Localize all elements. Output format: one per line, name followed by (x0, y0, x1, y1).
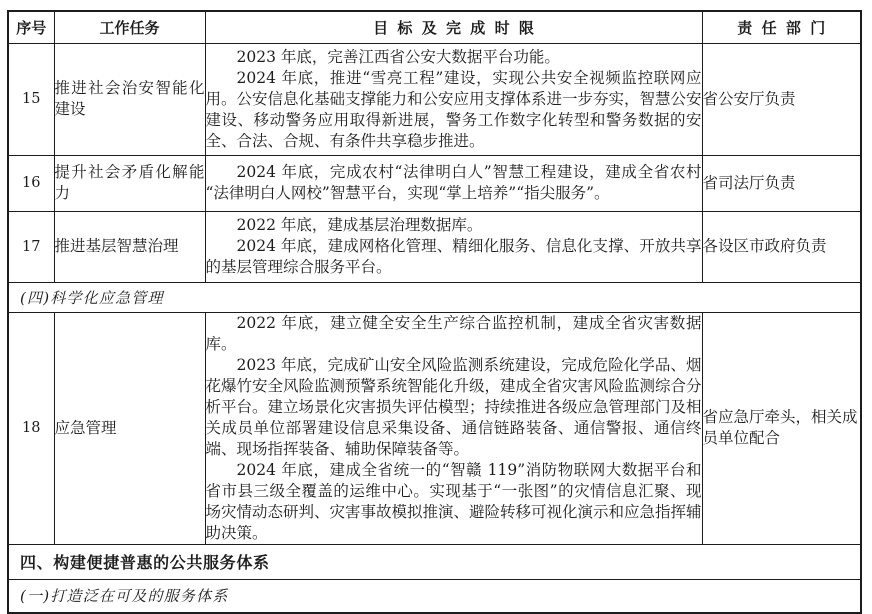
header-goals-label: 目标及完成时限 (373, 18, 544, 37)
task-row-15 (8, 43, 861, 155)
row-15-goals (205, 43, 702, 155)
row-18-goals (205, 312, 702, 544)
goal-paragraph: 2024 年底，完成农村“法律明白人”智慧工程建设，建成全省农村“法律明白人网校”智慧平台，实现“掌上培养”“指尖服务”。 (205, 163, 702, 202)
header-no (8, 11, 54, 43)
row-16-goals (205, 155, 702, 211)
goal-paragraph: 2022 年底，建立健全安全生产综合监控机制，建成全省灾害数据库。 (205, 313, 702, 353)
row-15-dept: 省公安厅负责 (702, 43, 861, 155)
section-label: 四、构建便捷普惠的公共服务体系 (8, 544, 861, 579)
section-label: (四)科学化应急管理 (8, 282, 861, 312)
goal-paragraph: 2024 年底，建成全省统一的“智赣 119”消防物联网大数据平台和省市县三级全覆盖的运维中心。实现基于“一张图”的灾情信息汇聚、现场灾情动态研判、灾害事故模拟推演、避险转移可视化演示和应急指挥辅助决策。 (205, 460, 702, 542)
row-16-number: 16 (8, 155, 54, 211)
row-17-dept: 各设区市政府负责 (702, 211, 861, 282)
row-17-goals (205, 211, 702, 282)
goal-paragraph: 2023 年底，完善江西省公安大数据平台功能。 (236, 47, 560, 66)
row-15-number: 15 (8, 43, 54, 155)
goal-paragraph: 2024 年底，建成网格化管理、精细化服务、信息化支撑、开放共享的基层管理综合服务平台。 (205, 237, 702, 276)
row-17-number: 17 (8, 211, 54, 282)
row-15-task: 推进社会治安智能化建设 (54, 43, 205, 155)
row-18-task: 应急管理 (54, 312, 205, 544)
header-task (54, 11, 205, 43)
goal-paragraph: 2024 年底，推进“雪亮工程”建设，实现公共安全视频监控联网应用。公安信息化基础支撑能力和公安应用支撑体系进一步夯实，智慧公安建设、移动警务应用取得新进展，警务工作数字化转型和警务数据的安全、合法、合规、有条件共享稳步推进。 (205, 68, 702, 150)
task-row-16 (8, 155, 861, 211)
row-16-task: 提升社会矛盾化解能力 (54, 155, 205, 211)
header-no-label: 序号 (16, 18, 47, 37)
header-row (8, 11, 861, 43)
header-goals (205, 11, 702, 43)
header-dept-label: 责任部门 (737, 18, 835, 37)
row-17-task: 推进基层智慧治理 (54, 211, 205, 282)
work-tasks-table (7, 10, 862, 614)
section-label: (一)打造泛在可及的服务体系 (8, 579, 861, 613)
row-18-number: 18 (8, 312, 54, 544)
task-row-17 (8, 211, 861, 282)
section-row-public-service-system (8, 544, 861, 579)
row-18-dept: 省应急厅牵头，相关成员单位配合 (702, 312, 861, 544)
header-task-label: 工作任务 (99, 18, 160, 37)
goal-paragraph: 2022 年底，建成基层治理数据库。 (236, 216, 483, 234)
section-row-emergency-management (8, 282, 861, 312)
header-dept (702, 11, 861, 43)
goal-paragraph: 2023 年底，完成矿山安全风险监测系统建设，完成危险化学品、烟花爆竹安全风险监测预警系统智能化升级，建成全省灾害风险监测综合分析平台。建立场景化灾害损失评估模型；持续推进各级应急管理部门及相关成员单位部署建设信息采集设备、通信链路装备、通信警报、通信终端、现场指挥装备、辅助保障装备等。 (205, 355, 702, 458)
row-16-dept: 省司法厅负责 (702, 155, 861, 211)
task-row-18 (8, 312, 861, 544)
